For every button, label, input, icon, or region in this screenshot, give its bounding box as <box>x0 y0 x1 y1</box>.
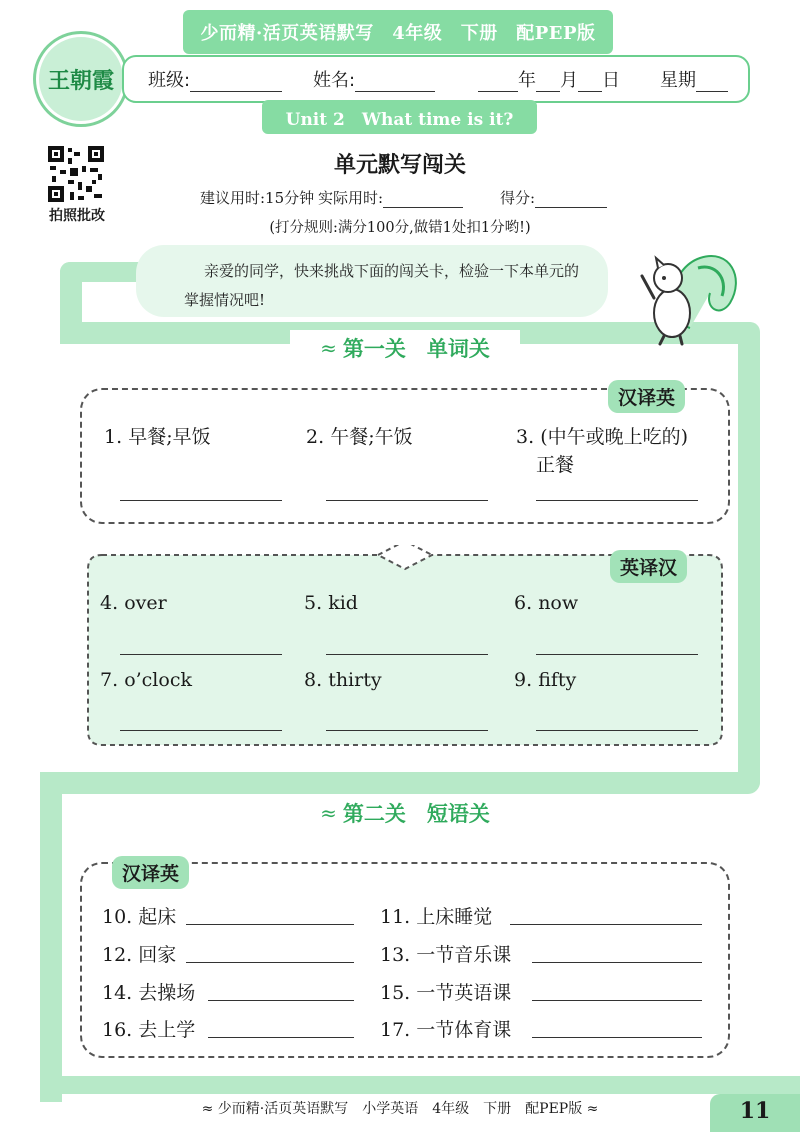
unit-banner: Unit 2 What time is it? <box>262 100 537 134</box>
answer-blank-12[interactable] <box>186 962 354 963</box>
question-16: 16. 去上学 <box>102 1019 196 1041</box>
answer-blank-6[interactable] <box>536 654 698 655</box>
question-15: 15. 一节英语课 <box>380 982 512 1004</box>
question-2: 2. 午餐;午饭 <box>306 426 413 448</box>
question-8: 8. thirty <box>304 669 382 691</box>
section2-title: 第二关 短语关 <box>342 802 490 826</box>
answer-blank-17[interactable] <box>532 1037 702 1038</box>
page-number: 11 <box>710 1094 800 1132</box>
tag-en-to-cn: 英译汉 <box>610 550 687 583</box>
header-banner: 少而精·活页英语默写 4年级 下册 配PEP版 <box>183 10 613 54</box>
track-band-bottom <box>40 1076 800 1094</box>
suggested-time: 建议用时:15分钟 <box>200 189 315 207</box>
month-blank[interactable] <box>536 74 560 92</box>
question-9: 9. fifty <box>514 669 577 691</box>
footer-text: ≈ 少而精·活页英语默写 小学英语 4年级 下册 配PEP版 ≈ <box>201 1101 599 1117</box>
section1-title: 第一关 单词关 <box>342 337 490 361</box>
score-blank[interactable] <box>535 190 607 208</box>
question-12: 12. 回家 <box>102 944 177 966</box>
question-13: 13. 一节音乐课 <box>380 944 512 966</box>
question-7: 7. o’clock <box>100 669 192 691</box>
question-5: 5. kid <box>304 592 358 614</box>
wave-icon: ≈ <box>320 801 337 825</box>
track-band-right <box>738 322 760 792</box>
question-1: 1. 早餐;早饭 <box>104 426 211 448</box>
answer-blank-1[interactable] <box>120 500 282 501</box>
section2-heading <box>290 795 520 831</box>
answer-blank-2[interactable] <box>326 500 488 501</box>
answer-blank-11[interactable] <box>510 924 702 925</box>
page-title: 单元默写闯关 <box>333 153 466 178</box>
intro-speech-bubble <box>136 245 608 317</box>
intro-line-2: 掌握情况吧! <box>184 291 266 309</box>
year-blank[interactable] <box>478 74 518 92</box>
question-10: 10. 起床 <box>102 906 177 928</box>
class-field: 班级: <box>148 66 282 92</box>
actual-time-field: 实际用时: <box>318 187 463 208</box>
weekday-blank[interactable] <box>696 74 728 92</box>
answer-blank-15[interactable] <box>532 1000 702 1001</box>
actual-time-blank[interactable] <box>383 190 463 208</box>
answer-blank-10[interactable] <box>186 924 354 925</box>
question-14: 14. 去操场 <box>102 982 196 1004</box>
tag-phrases-cn-to-en: 汉译英 <box>112 856 189 889</box>
section1-heading <box>290 330 520 366</box>
answer-blank-16[interactable] <box>208 1037 354 1038</box>
question-17: 17. 一节体育课 <box>380 1019 512 1041</box>
name-field: 姓名: <box>313 66 435 92</box>
date-field: 年 月 日 <box>478 66 620 92</box>
answer-blank-5[interactable] <box>326 654 488 655</box>
name-blank[interactable] <box>355 74 435 92</box>
track-band-left-lower <box>40 772 62 1102</box>
question-11: 11. 上床睡觉 <box>380 906 493 928</box>
intro-line-1: 亲爱的同学，快来挑战下面的闯关卡，检验一下本单元的 <box>204 262 580 280</box>
answer-blank-13[interactable] <box>532 962 702 963</box>
question-6: 6. now <box>514 592 579 614</box>
day-blank[interactable] <box>578 74 602 92</box>
squirrel-mascot-icon <box>620 238 750 348</box>
qr-caption: 拍照批改 <box>49 208 105 224</box>
answer-blank-7[interactable] <box>120 730 282 731</box>
class-blank[interactable] <box>190 74 282 92</box>
question-3: 3. (中午或晚上吃的) <box>516 426 689 448</box>
track-band-mid2 <box>40 772 760 794</box>
score-field: 得分: <box>500 187 607 208</box>
answer-blank-14[interactable] <box>208 1000 354 1001</box>
question-4: 4. over <box>100 592 167 614</box>
question-3-line2: 正餐 <box>536 454 575 476</box>
answer-blank-9[interactable] <box>536 730 698 731</box>
answer-blank-4[interactable] <box>120 654 282 655</box>
tag-cn-to-en: 汉译英 <box>608 380 685 413</box>
answer-blank-3[interactable] <box>536 500 698 501</box>
wave-icon: ≈ <box>320 336 337 360</box>
answer-blank-8[interactable] <box>326 730 488 731</box>
scoring-rule: (打分规则:满分100分,做错1处扣1分哟!) <box>269 220 531 236</box>
weekday-field: 星期 <box>660 66 728 92</box>
brand-logo: 王朝霞 <box>36 34 126 124</box>
